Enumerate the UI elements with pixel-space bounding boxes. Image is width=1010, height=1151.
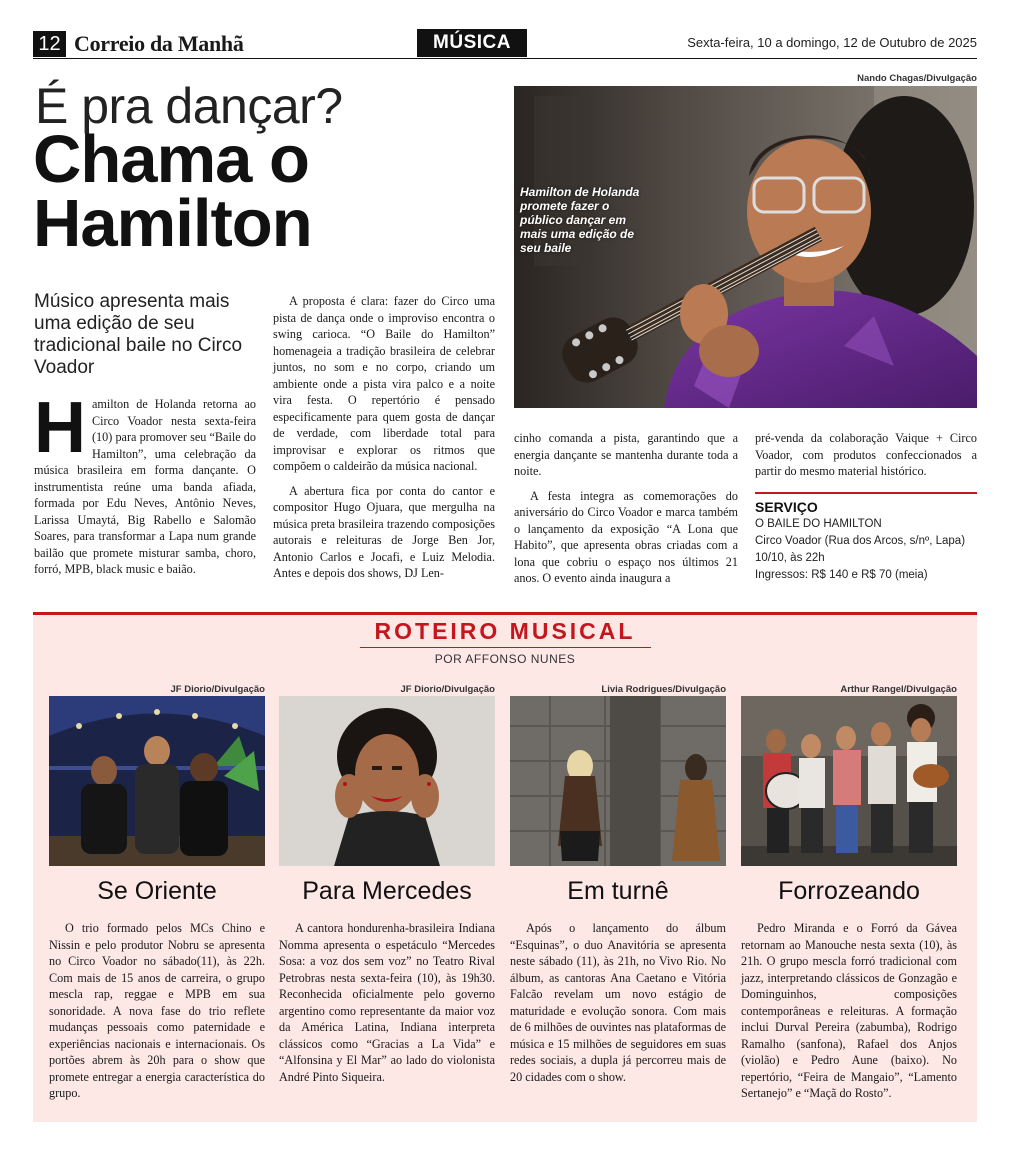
article-paragraph: A abertura fica por conta do cantor e compositor Hugo Ojuara, que mergulha na música preta brasileira trazendo composições autorais e releituras de Jorge Ben Jor, Antonio Carlos e Jocafi, e Luiz Melodia. Antes e depois dos shows, DJ Len- [273, 483, 495, 580]
article-column-1 [34, 388, 256, 578]
article-column-4 [755, 430, 977, 480]
trio-photo-illustration [49, 696, 265, 866]
main-photo-credit: Nando Chagas/Divulgação [857, 73, 977, 84]
duo-photo-illustration [510, 696, 726, 866]
issue-date: Sexta-feira, 10 a domingo, 12 de Outubro de 2025 [687, 35, 977, 50]
card-photo-credit: JF Diorio/Divulgação [170, 684, 265, 695]
article-column-3 [514, 430, 738, 587]
newspaper-name: Correio da Manhã [74, 31, 244, 56]
card-text: O trio formado pelos MCs Chino e Nissin e pelo produtor Nobru se apresenta no Circo Voador no sábado(11), às 22h. Com mais de 15 anos de carreira, o grupo mescla rap, reggae e MPB em sua sonoridade. A nova fase do trio reflete mudanças pessoais como paternidade e experiências nacionais e internacionais. Os portões abrem às 20h para o show que promete entregar a energia característica do grupo. [49, 921, 265, 1100]
servico-event: O BAILE DO HAMILTON [755, 518, 882, 530]
card-text: Pedro Miranda e o Forró da Gávea retornam ao Manouche nesta sexta (10), às 21h. O grupo mescla forró tradicional com jazz, interpretando clássicos de Gonzagão e Dominguinhos, composições contemporâneas e releituras. A formação inclui Durval Pereira (zabumba), Rodrigo Ramalho (sanfona), Rafael dos Anjos (violão) e Pedro Aune (baixo). No repertório, “Feira de Mangaio”, “Lamento Sertanejo” e “Maçã do Rosto”. [741, 921, 957, 1100]
servico-when: 10/10, às 22h [755, 552, 825, 564]
paragraph-text: amilton de Holanda retorna ao Circo Voador nesta sexta-feira (10) para promover seu “Baile do Hamilton”, uma celebração da música brasileira em forma dançante. O instrumentista reúne uma banda afiada, formada por Edu Neves, Antônio Neves, Larissa Umaytá, Big Rabello e Salomão Soares, para transformar a Lapa num grande bailão que promete misturar samba, choro, forró, MPB, black music e baião. [34, 397, 256, 576]
card-photo-credit: Arthur Rangel/Divulgação [840, 684, 957, 695]
roteiro-title-underline [360, 647, 651, 648]
servico-tickets: Ingressos: R$ 140 e R$ 70 (meia) [755, 569, 928, 581]
article-paragraph-continued: cinho comanda a pista, garantindo que a energia dançante se mantenha durante toda a noite. [514, 431, 738, 478]
article-paragraph: A festa integra as comemorações do aniversário do Circo Voador e marca também o lançamento da exposição “A Lona que Habito”, que apresenta obras criadas com a lona que cobriu o espaço nos últimos 21 anos. O evento ainda inaugura a [514, 488, 738, 585]
card-photo-credit: JF Diorio/Divulgação [400, 684, 495, 695]
card-photo [741, 696, 957, 866]
headline: Chama o Hamilton [33, 122, 312, 261]
article-paragraph: A proposta é clara: fazer do Circo uma pista de dança onde o improviso encontra o swing carioca. “O Baile do Hamilton” homenageia a tradição brasileira de celebrar juntos, no som e no corpo, criando um ambiente onde a pista vira palco e a noite vira festa. O repertório é pensado especificamente para quem gosta de dançar de verdade, com liberdade total para improvisar e explorar os ritmos que compõem o caldeirão da música nacional. [273, 294, 495, 473]
card-text: Após o lançamento do álbum “Esquinas”, o duo Anavitória se apresenta neste sábado (11), às 21h, no Vivo Rio. No álbum, as cantoras Ana Caetano e Vitória Falcão revelam um novo estágio de maturidade e evolução sonora. Com mais de 6 milhões de ouvintes nas plataformas de música e 15 milhões de seguidores em suas redes sociais, a dupla já percorreu mais de 20 cidades com o show. [510, 921, 726, 1084]
main-photo-caption: Hamilton de Holanda promete fazer o público dançar em mais uma edição de seu baile [520, 185, 640, 255]
roteiro-byline: POR AFFONSO NUNES [434, 652, 576, 666]
card-text: A cantora hondurenha-brasileira Indiana Nomma apresenta o espetáculo “Mercedes Sosa: a voz dos sem voz” no Teatro Rival Petrobras nesta sexta-feira (10), às 19h30. Reconhecida oficialmente pelo governo argentino como representante da maior voz da América Latina, Indiana interpreta clássicos como “Gracias a La Vida” e “Alfonsina y El Mar” ao lado do violonista André Pinto Siqueira. [279, 921, 495, 1084]
singer-photo-illustration [279, 696, 495, 866]
servico-title: SERVIÇO [755, 499, 818, 515]
card-title: Para Mercedes [302, 877, 472, 905]
band-photo-illustration [741, 696, 957, 866]
standfirst: Músico apresenta mais uma edição de seu tradicional baile no Circo Voador [34, 291, 243, 378]
headline-kicker: É pra dançar? [35, 78, 343, 134]
servico-box [755, 498, 977, 584]
page-number: 12 [33, 31, 66, 57]
card-photo [510, 696, 726, 866]
page-header [33, 29, 977, 59]
dropcap: H [34, 388, 86, 468]
card-title: Se Oriente [97, 877, 217, 905]
article-paragraph [34, 388, 256, 578]
card-photo [49, 696, 265, 866]
article-paragraph-continued: pré-venda da colaboração Vaique + Circo Voador, com produtos confeccionados a partir do mesmo material histórico. [755, 431, 977, 478]
roteiro-title: ROTEIRO MUSICAL [374, 618, 636, 644]
card-title: Em turnê [567, 877, 669, 905]
card-photo [279, 696, 495, 866]
card-photo-credit: Livia Rodrigues/Divulgação [601, 684, 726, 695]
section-tag: MÚSICA [417, 29, 527, 57]
card-title: Forrozeando [778, 877, 920, 905]
servico-divider [755, 492, 977, 494]
article-column-2 [273, 293, 495, 582]
servico-venue: Circo Voador (Rua dos Arcos, s/nº, Lapa) [755, 535, 966, 547]
